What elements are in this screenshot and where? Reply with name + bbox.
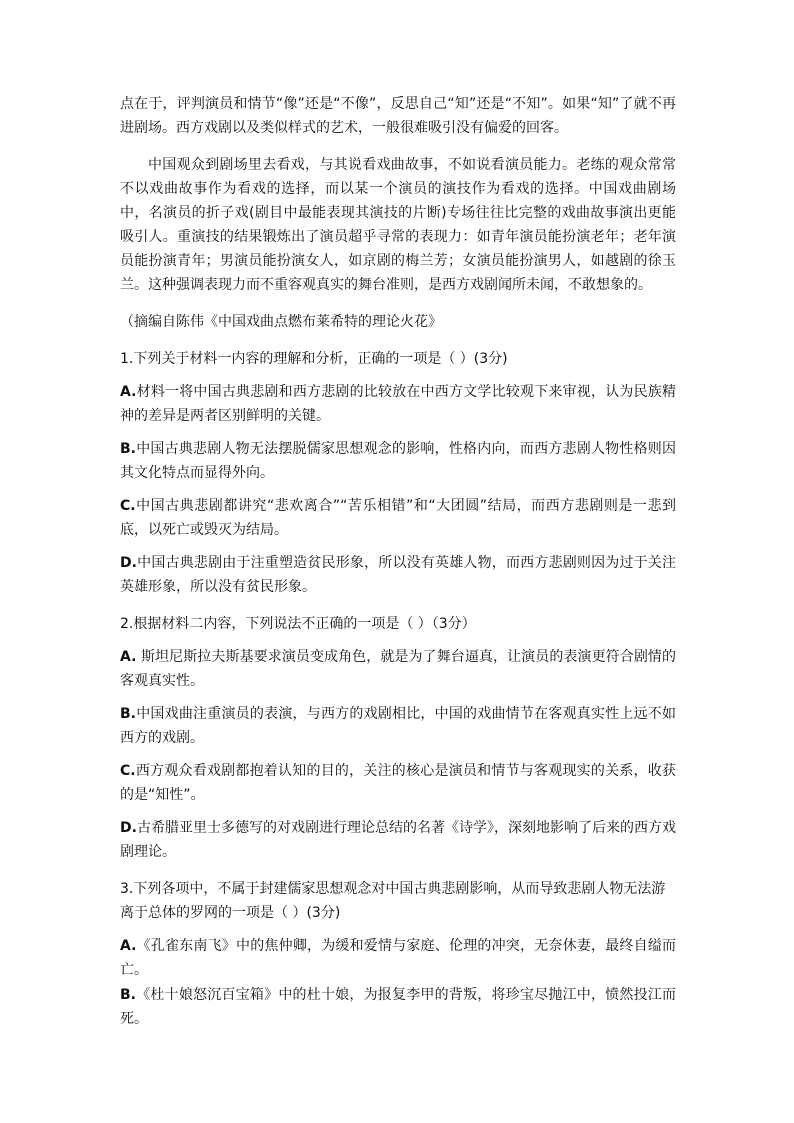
option-text: 材料一将中国古典悲剧和西方悲剧的比较放在中西方文学比较观下来审视，认为民族精神的差异是两者区别鲜明的关键。	[120, 384, 676, 424]
question-3	[120, 877, 676, 1031]
option-text: 西方观众看戏剧都抱着认知的目的，关注的核心是演员和情节与客观现实的关系，收获的是“知性”。	[120, 763, 676, 803]
option-label: D.	[120, 820, 137, 836]
question-2-option-d	[120, 816, 676, 864]
question-1-option-b	[120, 437, 676, 485]
option-text: 《孔雀东南飞》中的焦仲卿，为缓和爱情与家庭、伦理的冲突，无奈休妻，最终自缢而亡。	[120, 938, 676, 978]
passage-source: （摘编自陈伟《中国戏曲点燃布莱希特的理论火花》	[120, 314, 442, 330]
option-text: 中国古典悲剧人物无法摆脱儒家思想观念的影响，性格内向，而西方悲剧人物性格则因其文化特点而显得外向。	[120, 441, 676, 481]
option-text: 中国古典悲剧都讲究“悲欢离合”“苦乐相错”和“大团圆”结局，而西方悲剧则是一悲到底，以死亡或毁灭为结局。	[120, 498, 676, 538]
question-1-option-c	[120, 494, 676, 542]
option-label: A.	[120, 384, 137, 400]
question-2-option-c	[120, 759, 676, 807]
passage-paragraph-1: 点在于，评判演员和情节“像”还是“不像”，反思自己“知”还是“不知”。如果“知”了就不再进剧场。西方戏剧以及类似样式的艺术，一般很难吸引没有偏爱的回客。	[120, 96, 676, 136]
question-3-option-b	[120, 983, 676, 1031]
question-2-option-a	[120, 645, 676, 693]
document-page	[120, 92, 676, 1031]
question-1-option-d	[120, 551, 676, 599]
question-1-option-a	[120, 380, 676, 428]
option-label: D.	[120, 555, 137, 571]
option-label: B.	[120, 987, 136, 1003]
option-label: B.	[120, 706, 136, 722]
option-label: B.	[120, 441, 136, 457]
question-3-title: 3.下列各项中，不属于封建儒家思想观念对中国古典悲剧影响，从而导致悲剧人物无法游离于总体的罗网的一项是（ ）(3分)	[120, 881, 666, 921]
option-text: 《杜十娘怒沉百宝箱》中的杜十娘，为报复李甲的背叛，将珍宝尽抛江中，愤然投江而死。	[120, 987, 676, 1027]
option-text: 中国古典悲剧由于注重塑造贫民形象，所以没有英雄人物，而西方悲剧则因为过于关注英雄形象，所以没有贫民形象。	[120, 555, 676, 595]
option-text: 古希腊亚里士多德写的对戏剧进行理论总结的名著《诗学》，深刻地影响了后来的西方戏剧理论。	[120, 820, 676, 860]
question-2-title: 2.根据材料二内容，下列说法不正确的一项是（ ）（3分）	[120, 616, 476, 632]
option-text: 中国戏曲注重演员的表演，与西方的戏剧相比，中国的戏曲情节在客观真实性上远不如西方的戏剧。	[120, 706, 676, 746]
question-2	[120, 612, 676, 864]
passage-paragraph-2: 中国观众到剧场里去看戏，与其说看戏曲故事，不如说看演员能力。老练的观众常常不以戏曲故事作为看戏的选择，而以某一个演员的演技作为看戏的选择。中国戏曲剧场中，名演员的折子戏(剧目中最能表现其演技的片断)专场往往比完整的戏曲故事演出更能吸引人。重演技的结果锻炼出了演员超乎寻常的表现力：如青年演员能扮演老年；老年演员能扮演青年；男演员能扮演女人，如京剧的梅兰芳；女演员能扮演男人，如越剧的徐玉兰。这种强调表现力而不重容观真实的舞台准则，是西方戏剧闻所未闻，不敢想象的。	[120, 157, 676, 293]
option-label: C.	[120, 498, 136, 514]
question-2-option-b	[120, 702, 676, 750]
question-1-title: 1.下列关于材料一内容的理解和分析，正确的一项是（ ）(3分)	[120, 351, 508, 367]
option-label: C.	[120, 763, 136, 779]
option-text: 斯坦尼斯拉夫斯基要求演员变成角色，就是为了舞台逼真，让演员的表演更符合剧情的客观真实性。	[120, 649, 676, 689]
question-1	[120, 347, 676, 599]
option-label: A.	[120, 649, 137, 665]
option-label: A.	[120, 938, 137, 954]
question-3-option-a	[120, 934, 676, 982]
